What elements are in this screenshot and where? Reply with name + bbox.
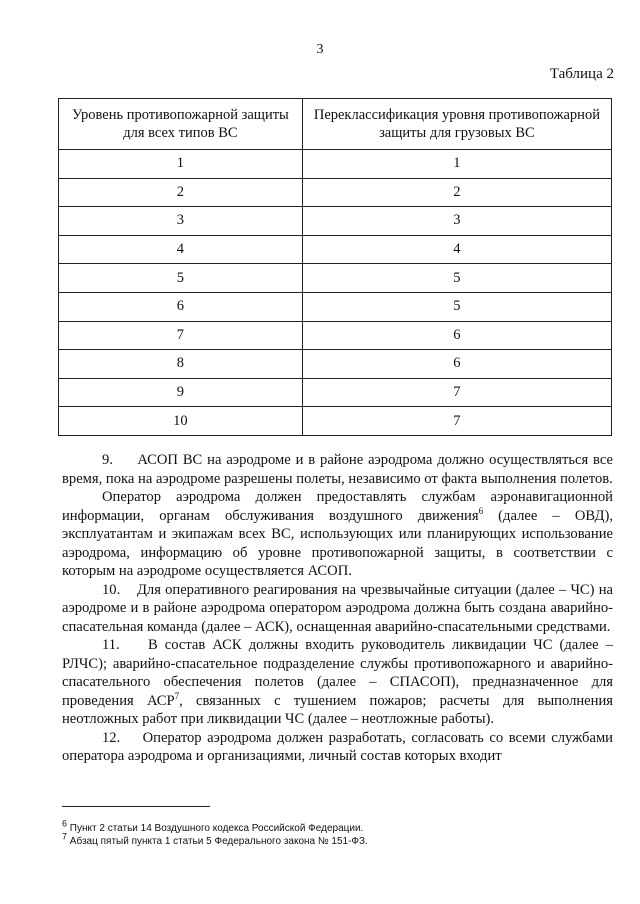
table-cell: 5 <box>302 292 611 321</box>
table-row <box>59 235 612 264</box>
footnote-text: Абзац пятый пункта 1 статьи 5 Федерального закона № 151-ФЗ. <box>67 836 368 847</box>
table-cell: 1 <box>59 150 303 179</box>
table-row <box>59 407 612 436</box>
paragraph-11 <box>62 636 613 729</box>
table-cell: 6 <box>302 321 611 350</box>
footnote-6 <box>62 818 613 835</box>
paragraph-operator-part-1: Оператор аэродрома должен предоставлять службам аэронавигационной информации, органам обслуживания воздушного движения <box>62 489 613 524</box>
table-cell: 1 <box>302 150 611 179</box>
table-cell: 4 <box>302 235 611 264</box>
paragraph-operator-part-2: (далее – ОВД), эксплуатантам и экипажам всех ВС, использующих или планирующих использование аэродрома, информацию об уровне противопожарной защиты, в соответствии с которым на аэродроме осуществляется АСОП. <box>62 507 613 579</box>
table-cell: 8 <box>59 350 303 379</box>
table-cell: 10 <box>59 407 303 436</box>
paragraph-12: 12. Оператор аэродрома должен разработать, согласовать со всеми службами оператора аэродрома и организациями, личный состав которых входит <box>62 729 613 764</box>
table-cell: 3 <box>302 207 611 236</box>
body-text <box>62 451 613 766</box>
footnote-7 <box>62 831 613 848</box>
page-number: 3 <box>316 42 324 57</box>
table-row <box>59 207 612 236</box>
footnote-text: Пункт 2 статьи 14 Воздушного кодекса Российской Федерации. <box>67 823 364 834</box>
table-cell: 6 <box>302 350 611 379</box>
footnote-mark: 7 <box>62 831 68 842</box>
column-header-all-aircraft: Уровень противопожарной защиты для всех типов ВС <box>59 99 303 150</box>
table-cell: 7 <box>302 378 611 407</box>
paragraph-9: 9. АСОП ВС на аэродроме и в районе аэродрома должно осуществляться все время, пока на аэродроме разрешены полеты, независимо от факта выполнения полетов. <box>62 452 613 487</box>
table-cell: 2 <box>302 178 611 207</box>
table-cell: 2 <box>59 178 303 207</box>
paragraph-operator <box>62 488 613 581</box>
footnote-mark: 6 <box>62 818 68 829</box>
table-cell: 6 <box>59 292 303 321</box>
table-cell: 7 <box>302 407 611 436</box>
table-row <box>59 264 612 293</box>
footnote-separator <box>62 806 210 807</box>
footnotes <box>62 818 613 848</box>
fire-protection-levels-table <box>58 98 612 436</box>
footnote-ref-6: 6 <box>478 505 484 516</box>
paragraph-10: 10. Для оперативного реагирования на чрезвычайные ситуации (далее – ЧС) на аэродроме и в районе аэродрома оператором аэродрома должна быть создана аварийно-спасательная команда (далее – АСК), оснащенная аварийно-спасательными средствами. <box>62 581 613 635</box>
table-header-row <box>59 99 612 150</box>
paragraph-11-part-1: 11. В состав АСК должны входить руководитель ликвидации ЧС (далее – РЛЧС); аварийно-спасательное подразделение службы противопожарного и аварийно-спасательного обеспечения полетов (далее – СПАСОП), предназначенное для проведения АСР <box>62 637 613 709</box>
column-header-cargo-aircraft: Переклассификация уровня противопожарной защиты для грузовых ВС <box>302 99 611 150</box>
table-row <box>59 378 612 407</box>
table-row <box>59 292 612 321</box>
table-row <box>59 321 612 350</box>
footnote-ref-7: 7 <box>174 690 180 701</box>
table-cell: 3 <box>59 207 303 236</box>
paragraph-11-part-2: , связанных с тушением пожаров; расчеты для выполнения неотложных работ при ликвидации ЧС (далее – неотложные работы). <box>62 692 613 727</box>
table-row <box>59 178 612 207</box>
table-caption: Таблица 2 <box>549 66 614 82</box>
table-cell: 5 <box>302 264 611 293</box>
table-cell: 4 <box>59 235 303 264</box>
table-cell: 7 <box>59 321 303 350</box>
table-cell: 9 <box>59 378 303 407</box>
table-row <box>59 350 612 379</box>
table-row <box>59 150 612 179</box>
table-cell: 5 <box>59 264 303 293</box>
